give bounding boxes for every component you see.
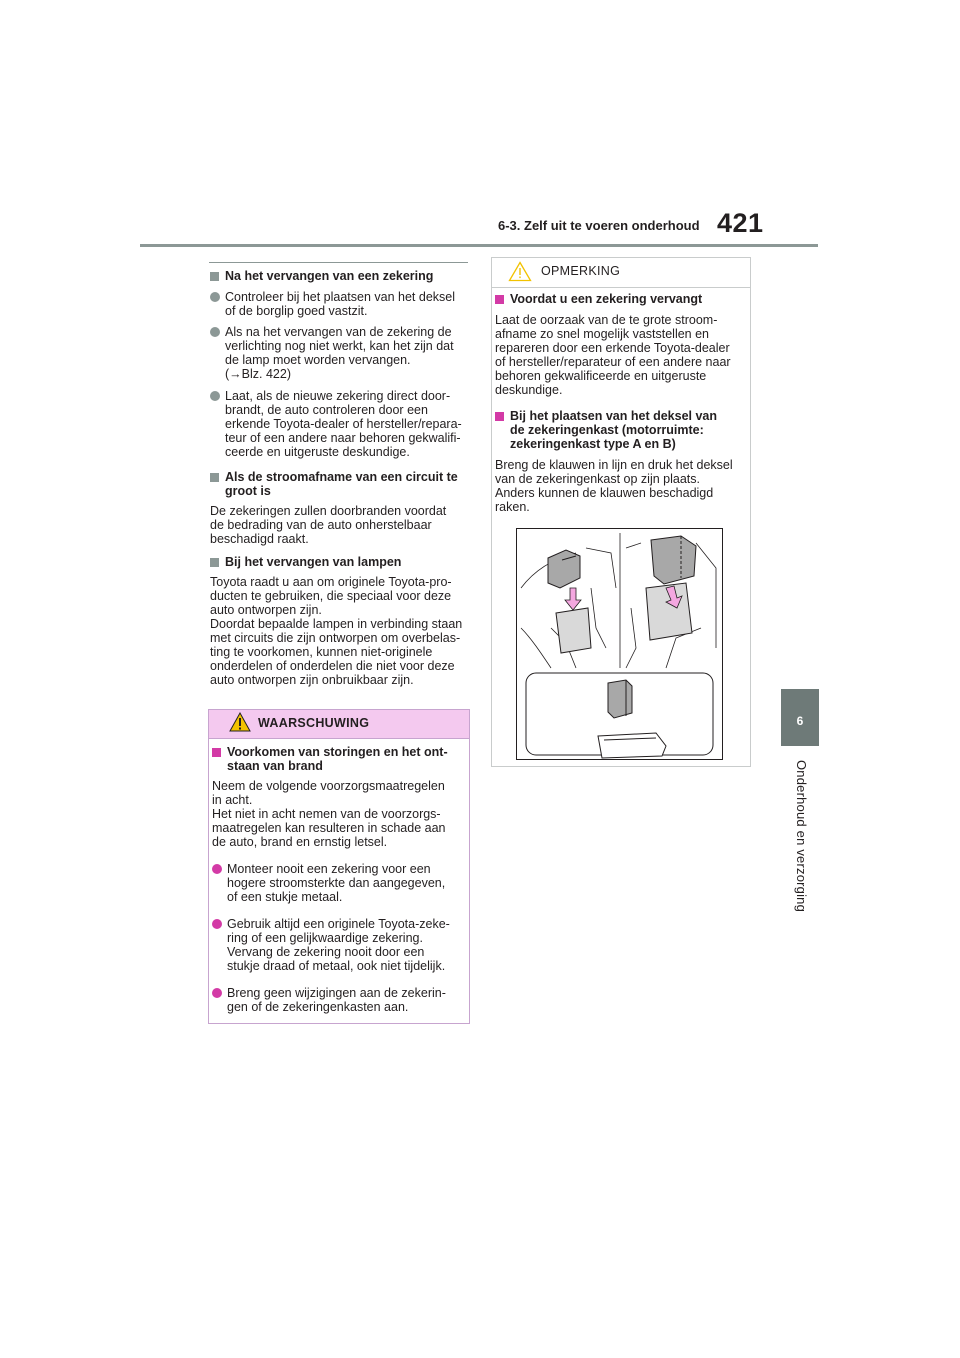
note-title: OPMERKING — [541, 264, 621, 278]
text-replacing-bulbs: Toyota raadt u aan om originele Toyota-pro- ducten te gebruiken, die speciaal voor deze auto ontworpen zijn. Doordat bepaalde lampen in verbinding staan met circuits die zijn ontworpen om overbelas- ting te voorkomen, kunnen niet-originele onderdelen of onderdelen die niet voor deze auto ontworpen zijn onbruikbaar zijn. — [210, 575, 463, 687]
chapter-number: 6 — [796, 714, 804, 728]
bullet-fuse-blows-again: Laat, als de nieuwe zekering direct door- brandt, de auto controleren door een erkende Toyota-dealer of hersteller/repara- teur of een andere naar behoren gekwalifi- ceerde en uitgeruste deskundige. — [210, 389, 462, 459]
page-number: 421 — [717, 208, 764, 238]
warning-header-divider — [209, 738, 469, 739]
text-precautions: Neem de volgende voorzorgsmaatregelen in acht. Het niet in acht nemen van de voorzorgs- maatregelen kan resulteren in schade aan de auto, brand en ernstig letsel. — [212, 779, 446, 849]
bullet-original-fuse: Gebruik altijd een originele Toyota-zeke- ring of een gelijkwaardige zekering. Vervang de zekering nooit door een stukje draad of metaal, ook niet tijdelijk. — [212, 917, 450, 973]
caution-triangle-icon — [508, 261, 532, 282]
fuse-box-lid-illustration — [516, 528, 723, 760]
section-title: 6-3. Zelf uit te voeren onderhoud — [498, 218, 700, 233]
bullet-lights-not-working: Als na het vervangen van de zekering de verlichting nog niet werkt, kan het zijn dat de lamp moet worden vervangen. (→Blz. 422) — [210, 325, 454, 381]
note-header-divider — [492, 287, 750, 288]
warning-title: WAARSCHUWING — [258, 716, 370, 730]
heading-before-replacing-fuse: Voordat u een zekering vervangt — [495, 292, 702, 306]
bullet-no-modifications: Breng geen wijzigingen aan de zekerin- gen of de zekeringenkasten aan. — [212, 986, 446, 1014]
header-divider — [140, 244, 818, 247]
heading-prevent-fire: Voorkomen van storingen en het ont- staan van brand — [212, 745, 448, 773]
bullet-check-lid: Controleer bij het plaatsen van het deksel of de borglip goed vastzit. — [210, 290, 455, 318]
text-before-replacing-fuse: Laat de oorzaak van de te grote stroom- afname zo snel mogelijk vaststellen en repareren door een erkende Toyota-dealer of hersteller/reparateur of een andere naar behoren gekwalificeerde en uitgeruste deskundige. — [495, 313, 731, 397]
text-installing-lid: Breng de klauwen in lijn en druk het deksel van de zekeringenkast op zijn plaats. Anders kunnen de klauwen beschadigd raken. — [495, 458, 733, 514]
heading-circuit-overload: Als de stroomafname van een circuit te groot is — [210, 470, 458, 498]
warning-triangle-icon — [229, 712, 251, 732]
heading-after-fuse-replacement: Na het vervangen van een zekering — [210, 269, 433, 283]
heading-installing-lid: Bij het plaatsen van het deksel van de zekeringenkast (motorruimte: zekeringenkast type A en B) — [495, 409, 717, 451]
chapter-title: Onderhoud en verzorging — [794, 760, 809, 913]
text-circuit-overload: De zekeringen zullen doorbranden voordat de bedrading van de auto onherstelbaar beschadigd raakt. — [210, 504, 447, 546]
bullet-no-higher-fuse: Monteer nooit een zekering voor een hogere stroomsterkte dan aangegeven, of een stukje metaal. — [212, 862, 445, 904]
heading-replacing-bulbs: Bij het vervangen van lampen — [210, 555, 401, 569]
left-section-divider — [209, 262, 468, 263]
